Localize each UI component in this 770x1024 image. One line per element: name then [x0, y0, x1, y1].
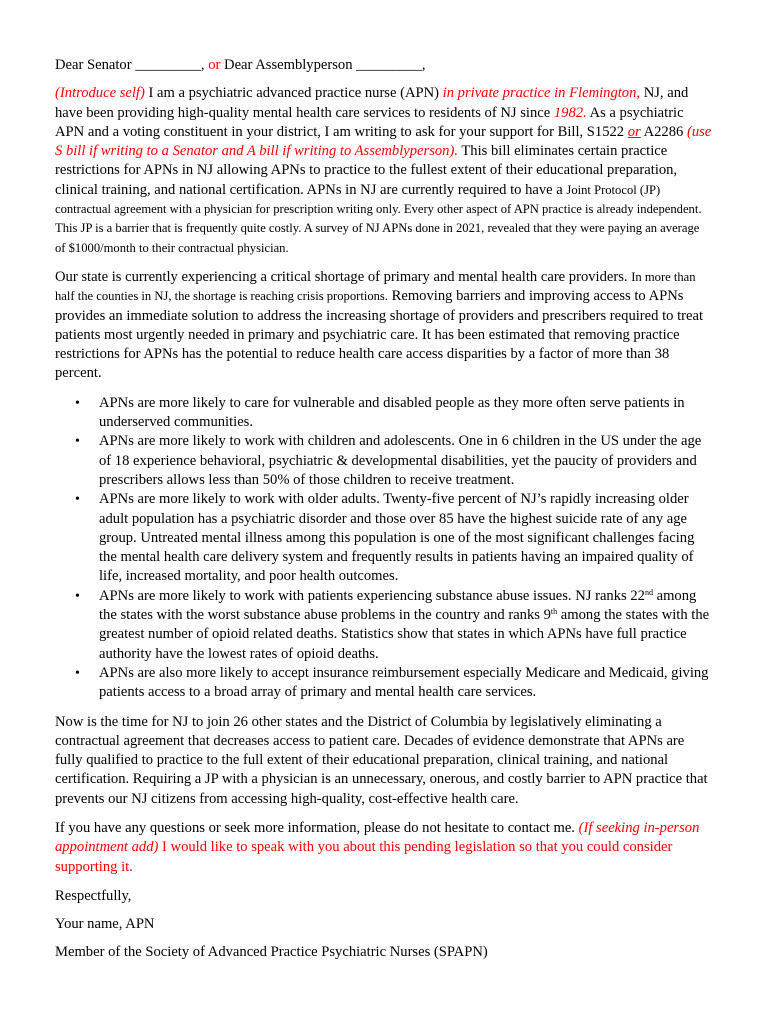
list-item-text: APNs are more likely to care for vulnerable and disabled people as they more often serve patients in underserved communities.	[99, 394, 685, 431]
list-item	[75, 394, 712, 433]
signature-name: Your name, APN	[55, 916, 155, 933]
bullet-icon: •	[75, 395, 80, 411]
bullet-icon: •	[75, 492, 80, 508]
bullet-icon: •	[75, 665, 80, 681]
shortage-text: In more than half the counties in NJ, the shortage is reaching crisis proportions.	[55, 269, 696, 304]
bill-note: (use S bill if writing to a Senator and A bill if writing to Assemblyperson).	[55, 123, 712, 160]
shortage-paragraph	[55, 268, 712, 384]
list-item	[75, 490, 712, 586]
since-year-note: 1982.	[553, 104, 587, 121]
bullet-icon: •	[75, 588, 80, 604]
list-item-text: APNs are also more likely to accept insurance reimbursement especially Medicare and Medicaid, giving patients access to a broad array of primary and mental health care services.	[99, 664, 709, 701]
questions-text: I would like to speak with you about this pending legislation so that you could consider supporting it.	[55, 839, 673, 875]
salutation-senator: Dear Senator _________,	[55, 57, 209, 73]
ordinal-suffix: nd	[644, 587, 653, 597]
apn-benefits-list	[55, 394, 712, 703]
list-item-text: among the states with the greatest number of opioid related deaths. Statistics show that states in which APNs have full practice authority have the lowest rates of opioid deaths.	[99, 607, 710, 662]
list-item-text: APNs are more likely to work with children and adolescents. One in 6 children in the US under the age of 18 experience behavioral, psychiatric & developmental disabilities, yet the paucity of providers and prescribers allows less than 50% of those children to receive treatment.	[99, 433, 702, 488]
appointment-note: (If seeking in-person appointment add)	[55, 819, 700, 856]
now-paragraph: Now is the time for NJ to join 26 other states and the District of Columbia by legislatively eliminating a contractual agreement that decreases access to patient care. Decades of evidence demonstrate that APNs are fully qualified to practice to the full extent of their educational preparation, clinical training, and national certification. Requiring a JP with a physician is an unnecessary, onerous, and costly barrier to APN practice that prevents our NJ citizens from accessing high-quality, cost-effective health care.	[55, 713, 708, 807]
list-item-text: APNs are more likely to work with patients experiencing substance abuse issues. NJ ranks 22	[99, 587, 645, 604]
salutation	[55, 56, 712, 75]
intro-text: I am a psychiatric advanced practice nurse (APN)	[144, 85, 443, 102]
questions-paragraph	[55, 819, 712, 877]
ordinal-suffix: th	[550, 607, 558, 617]
questions-text: If you have any questions or seek more information, please do not hesitate to contact me.	[55, 819, 579, 836]
bill-or: or	[627, 123, 641, 140]
practice-location-note: in private practice in Flemington,	[442, 85, 641, 102]
intro-text: NJ, and have been providing high-quality mental health care services to residents of NJ since	[55, 85, 689, 121]
shortage-text: Our state is currently experiencing a critical shortage of primary and mental health care providers.	[55, 268, 632, 285]
bullet-icon: •	[75, 434, 80, 450]
salutation-or: or	[208, 57, 221, 73]
list-item	[75, 664, 712, 703]
respectfully: Respectfully,	[55, 887, 132, 904]
intro-text: This bill eliminates certain practice restrictions for APNs in NJ allowing APNs to practice to the fullest extent of their educational preparation, clinical training, and national certification. APNs in NJ are currently required to have a	[55, 143, 678, 198]
introduce-self-note: (Introduce self)	[55, 85, 145, 102]
intro-paragraph	[55, 84, 712, 258]
list-item-text: among the states with the worst substance abuse problems in the country and ranks 9	[99, 587, 697, 624]
list-item	[75, 587, 712, 664]
membership: Member of the Society of Advanced Practice Psychiatric Nurses (SPAPN)	[55, 944, 488, 961]
salutation-assembly: Dear Assemblyperson _________,	[220, 57, 426, 73]
intro-text: As a psychiatric APN and a voting constituent in your district, I am writing to ask for your support for Bill, S1522	[55, 104, 684, 140]
intro-text: A2286	[640, 123, 687, 140]
list-item-text: APNs are more likely to work with older adults. Twenty-five percent of NJ’s rapidly increasing older adult population has a psychiatric disorder and those over 85 have the highest suicide rate of any age group. Untreated mental illness among this population is one of the most significant challenges facing the mental health care delivery system and frequently results in patients having an impaired quality of life, increased mortality, and poor health outcomes.	[99, 491, 695, 585]
list-item	[75, 432, 712, 490]
shortage-text: Removing barriers and improving access to APNs provides an immediate solution to address the increasing shortage of providers and prescribers required to treat patients most urgently needed in primary and psychiatric care. It has been estimated that removing practice restrictions for APNs has the potential to reduce health care access disparities by a factor of more than 38 percent.	[55, 288, 704, 382]
intro-text: Joint Protocol (JP) contractual agreement with a physician for prescription writing only. Every other aspect of APN practice is already independent. This JP is a barrier that is frequently quite costly. A survey of NJ APNs done in 2021, revealed that they were paying an average of $1000/month to their contractual physician.	[55, 182, 702, 255]
